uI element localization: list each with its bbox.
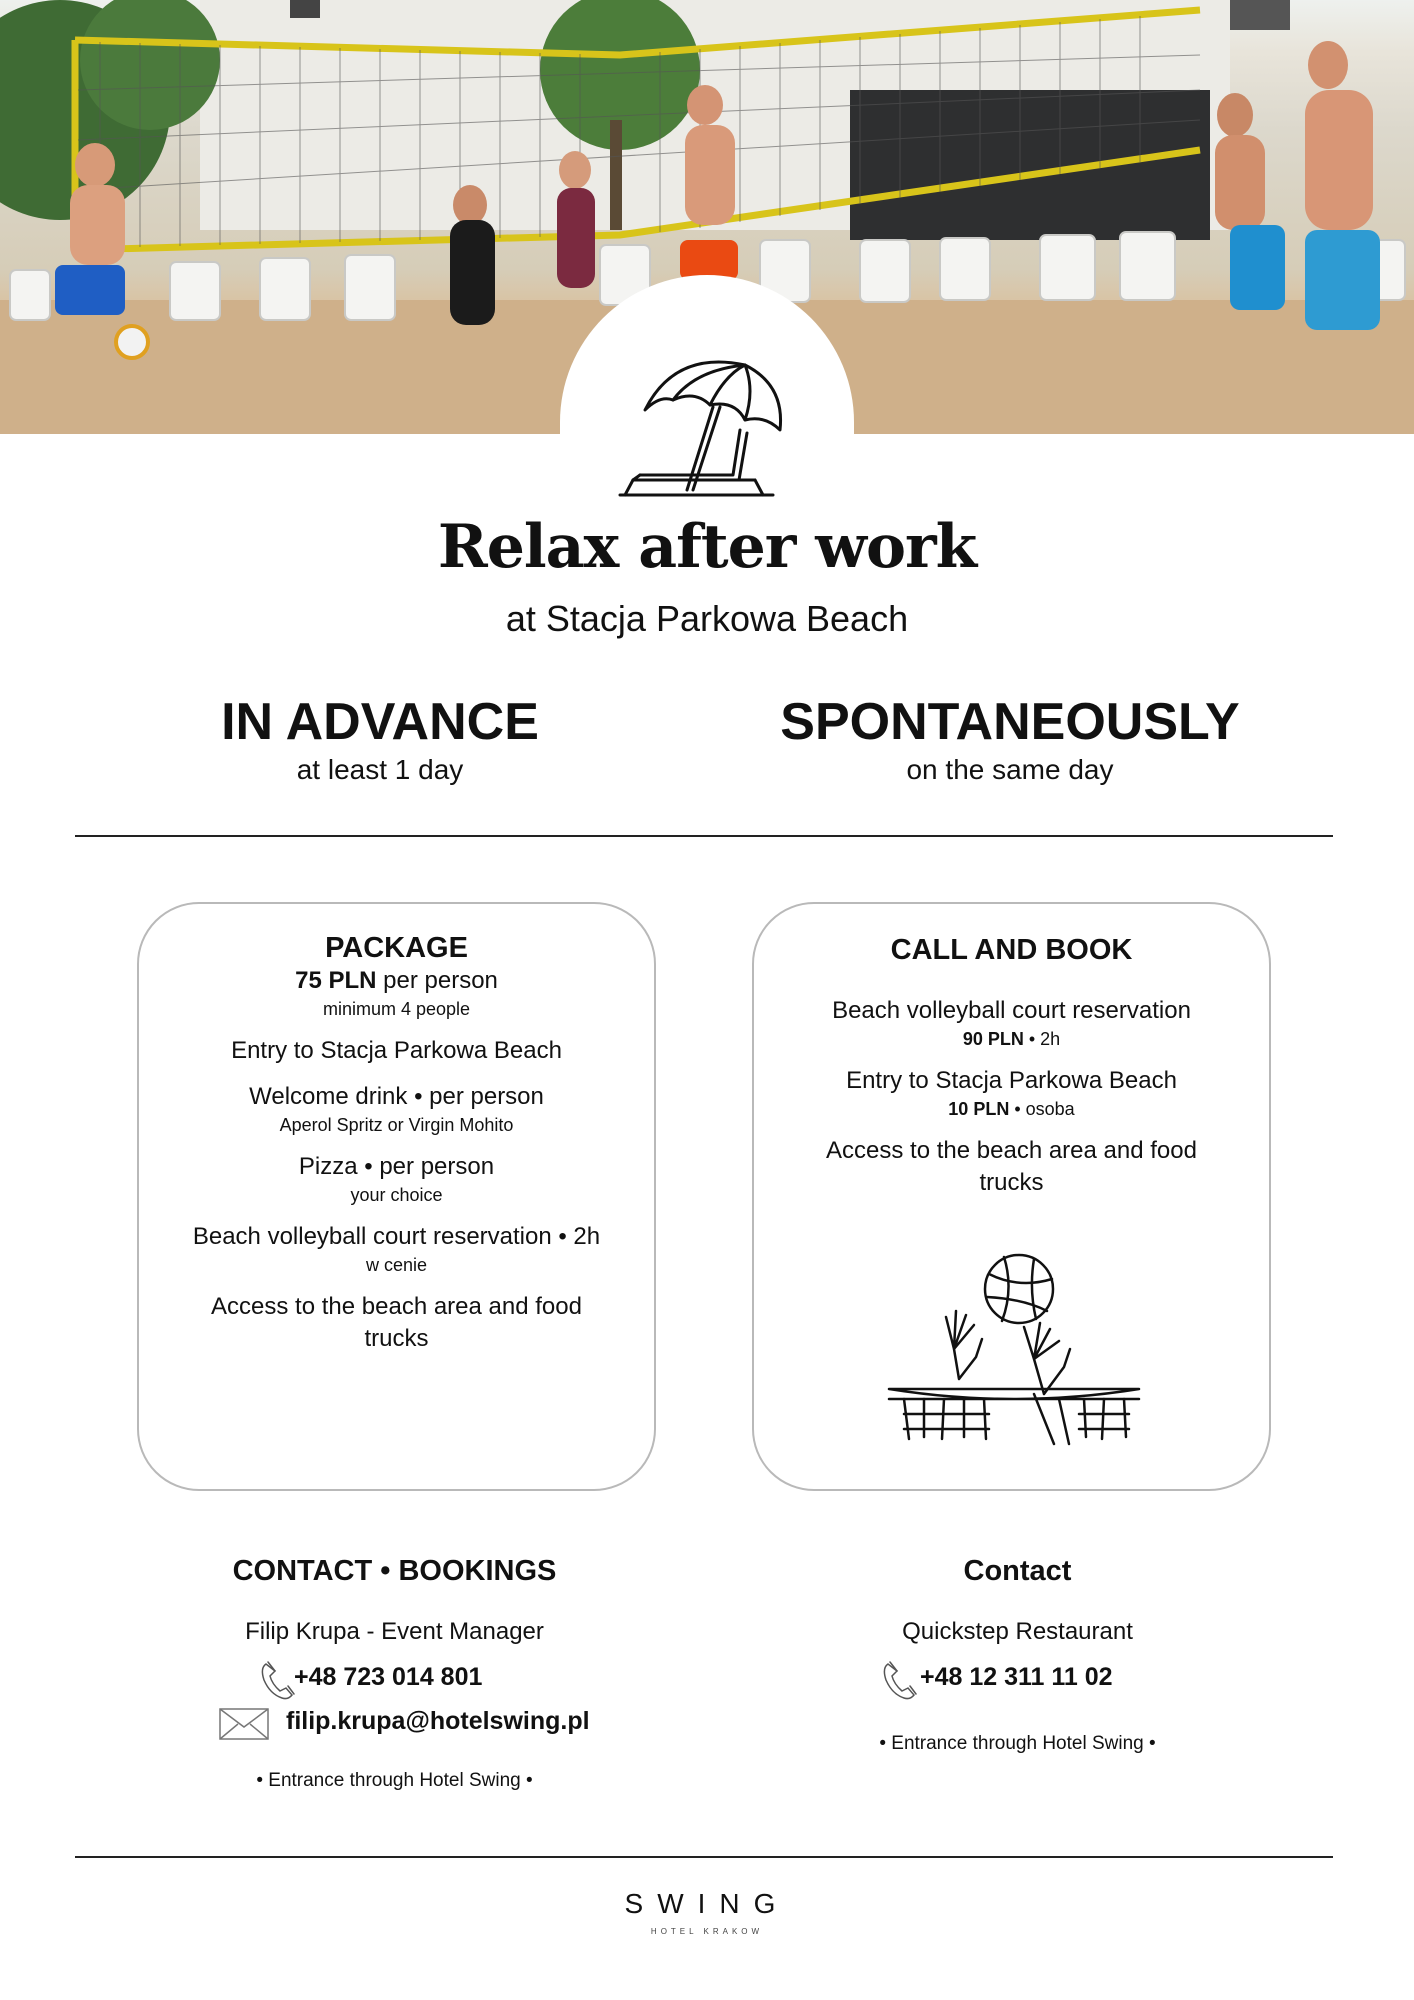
package-pizza-note: your choice [350,1185,443,1205]
contact-person: Filip Krupa - Event Manager [245,1618,544,1645]
swing-logo: SWING [624,1888,790,1919]
cab-court-price-line [754,1027,1269,1051]
cab-entry: Entry to Stacja Parkowa Beach [846,1067,1177,1094]
envelope-icon [218,1707,270,1741]
package-price-suffix: per person [376,967,498,994]
cab-entry-price: 10 PLN [948,1099,1010,1119]
swing-logo-sub: HOTEL KRAKOW [650,1927,764,1936]
package-volleyball-note: w cenie [365,1255,428,1275]
package-entry: Entry to Stacja Parkowa Beach [231,1037,562,1064]
package-drink: Welcome drink • per person [249,1083,544,1110]
cab-access: Access to the beach area and food trucks [826,1137,1197,1196]
package-volleyball: Beach volleyball court reservation • 2h [192,1223,601,1250]
contact-left-email[interactable]: filip.krupa@hotelswing.pl [286,1707,590,1735]
package-price-line [139,965,654,997]
in-advance-heading: IN ADVANCE [221,693,539,751]
cab-court-suffix: • 2h [1023,1029,1061,1049]
contact-left-note: • Entrance through Hotel Swing • [256,1770,533,1791]
cab-entry-suffix: • osoba [1009,1099,1075,1119]
divider-bottom [75,1856,1333,1858]
package-minimum: minimum 4 people [322,999,471,1019]
package-card [137,902,656,1491]
contact-right-phone[interactable]: +48 12 311 11 02 [920,1663,1113,1691]
cab-court-price: 90 PLN [962,1029,1024,1049]
page-title: Relax after work [437,512,977,582]
contact-title: Contact [963,1555,1072,1587]
contact-place: Quickstep Restaurant [902,1618,1133,1645]
phone-icon [880,1660,920,1702]
package-price: 75 PLN [295,967,377,994]
cab-court: Beach volleyball court reservation [832,997,1191,1024]
package-title: PACKAGE [325,932,468,964]
page-subtitle: at Stacja Parkowa Beach [505,598,909,639]
divider-top [75,835,1333,837]
cab-entry-price-line [754,1097,1269,1121]
package-drink-note: Aperol Spritz or Virgin Mohito [279,1115,514,1135]
package-pizza: Pizza • per person [298,1153,495,1180]
call-and-book-card [752,902,1271,1491]
spontaneously-heading: SPONTANEOUSLY [780,693,1240,751]
contact-bookings-title: CONTACT • BOOKINGS [232,1555,557,1587]
phone-icon [258,1660,298,1702]
volleyball-hands-icon [884,1249,1144,1449]
in-advance-sub: at least 1 day [296,754,464,785]
contact-left-phone[interactable]: +48 723 014 801 [294,1663,483,1691]
call-and-book-title: CALL AND BOOK [890,934,1133,966]
contact-right-note: • Entrance through Hotel Swing • [879,1733,1156,1754]
beach-umbrella-lounger-icon [615,345,795,505]
spontaneously-sub: on the same day [906,754,1114,785]
package-access: Access to the beach area and food trucks [211,1293,582,1352]
